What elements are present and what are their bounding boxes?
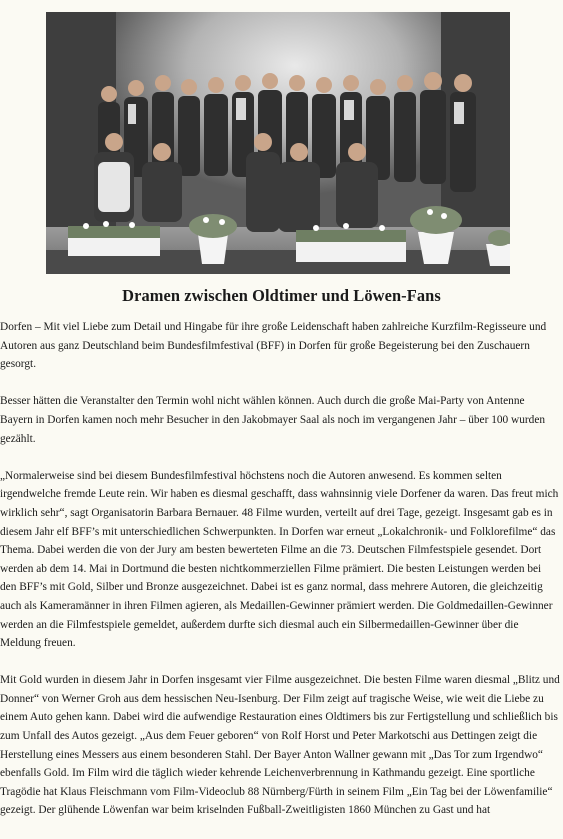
article-body [0, 318, 560, 839]
group-photo [46, 12, 510, 274]
article-paragraph: „Normalerweise sind bei diesem Bundesfilmfestival höchstens noch die Autoren anwesend. Es kommen selten irgendwelche fremde Leute rein. Wir haben es diesmal geschafft, dass wahnsinnig viele Dorfener da waren. Das freut mich wirklich sehr“, sagt Organisatorin Barbara Bernauer. 48 Filme wurden, verteilt auf drei Tage, gezeigt. Insgesamt gab es in diesem Jahr elf BFF’s mit unterschiedlichen Schwerpunkten. In Dorfen war erneut „Lokalchronik- und Folklorefilme“ das Thema. Dabei werden die von der Jury am besten bewerteten Filme an die 73. Deutschen Filmfestspiele gesendet. Dort werden ab dem 14. Mai in Dortmund die besten nichtkommerziellen Filme prämiert. Die besten Leistungen werden bei den BFF’s mit Gold, Silber und Bronze ausgezeichnet. Dabei ist es ganz normal, dass mehrere Autoren, die gleichzeitig auch als Kameramänner in ihren Filmen agieren, als Medaillen-Gewinner prämiert werden. Die Goldmedaillen-Gewinner werden an die Filmfestspiele gemeldet, außerdem durfte sich diesmal auch ein Silbermedaillen-Gewinner über die Meldung freuen. [0, 469, 559, 650]
article-paragraph: Dorfen – Mit viel Liebe zum Detail und Hingabe für ihre große Leidenschaft haben zahlreiche Kurzfilm-Regisseure und Autoren aus ganz Deutschland beim Bundesfilmfestival (BFF) in Dorfen für große Begeisterung bei den Zuschauern gesorgt. [0, 321, 547, 371]
group-photo-illustration [46, 12, 510, 274]
article-headline: Dramen zwischen Oldtimer und Löwen-Fans [122, 286, 441, 305]
article-paragraph: Mit Gold wurden in diesem Jahr in Dorfen insgesamt vier Filme ausgezeichnet. Die besten Filme waren diesmal „Blitz und Donner“ von Werner Groh aus dem hessischen Neu-Isenburg. Der Film zeigt auf tragische Weise, wie weit die Liebe zu einem Auto gehen kann. Dabei wird die aufwendige Restauration eines Oldtimers bis zur Fertigstellung und schließlich bis zum Unfall des Autos gezeigt. „Aus dem Feuer geboren“ von Rolf Horst und Peter Markotschi aus Dettingen zeigt die Herstellung eines Messers aus einem besonderen Stahl. Der Bayer Anton Wallner gewann mit „Das Tor zum Irgendwo“ ebenfalls Gold. Im Film wird die täglich wieder kehrende Leichenverbrennung in Kathmandu gezeigt. Eine sportliche Tragödie hat Klaus Fleischmann vom Film-Videoclub 88 Nürnberg/Fürth in seinem Film „Ein Tag bei der Löwenfamilie“ gezeigt. Der glühende Löwenfan war beim kriselnden Fußball-Zweitligisten 1860 München zu Gast und hat [0, 674, 560, 817]
article-paragraph: Besser hätten die Veranstalter den Termin wohl nicht wählen können. Auch durch die große Mai-Party von Antenne Bayern in Dorfen kamen noch mehr Besucher in den Jakobmayer Saal als noch im vergangenen Jahr – über 100 wurden gezählt. [0, 395, 546, 445]
